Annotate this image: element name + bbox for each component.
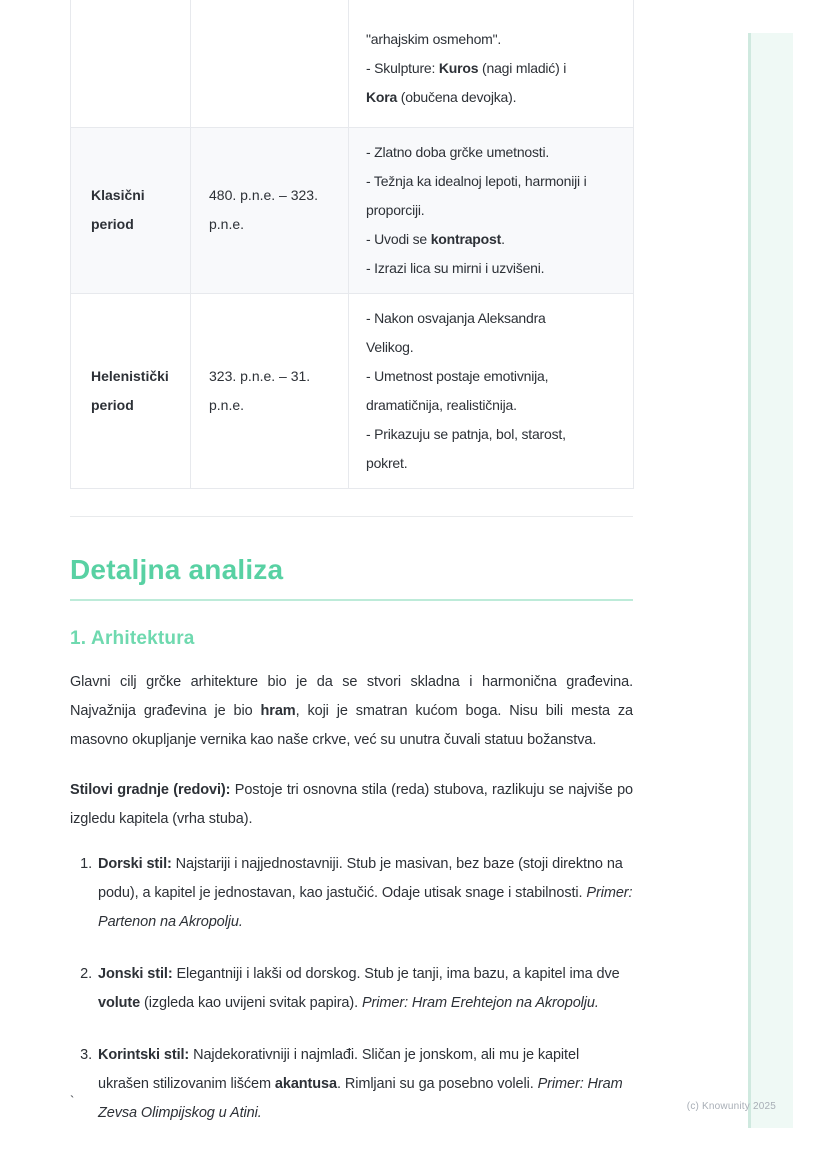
- dates-cell: 323. p.n.e. – 31. p.n.e.: [191, 293, 349, 488]
- table-row-hellenistic: [71, 293, 634, 488]
- list-item-doric: 1. Dorski stil: Najstariji i najjednostavniji. Stub je masivan, bez baze (stoji direktno na podu), a kapitel je jednostavan, kao jastučić. Odaje utisak snage i stabilnosti. Primer: Partenon na Akropolju.: [96, 850, 633, 937]
- copyright-notice: (c) Knowunity 2025: [686, 1101, 776, 1112]
- section-title: Detaljna analiza: [70, 554, 633, 601]
- table-row-archaic-cut: [71, 0, 634, 127]
- dates-cell: [191, 0, 349, 127]
- subsection-title: 1. Arhitektura: [70, 627, 195, 649]
- section-divider: [70, 516, 633, 517]
- architecture-intro-paragraph: Glavni cilj grčke arhitekture bio je da se stvori skladna i harmonična građevina. Najvažnija građevina je bio hram, koji je smatran kućom boga. Nisu bili mesta za masovno okupljanje vernika kao naše crkve, već su unutra čuvali statuu božanstva.: [70, 673, 634, 748]
- dates-cell: 480. p.n.e. – 323. p.n.e.: [191, 127, 349, 293]
- table-row-classical: [71, 127, 634, 293]
- description-cell: - Zlatno doba grčke umetnosti. - Težnja ka idealnoj lepoti, harmoniji i proporciji. - Uvodi se kontrapost. - Izrazi lica su mirni i uzvišeni.: [349, 127, 634, 293]
- description-cell: "arhajskim osmehom". - Skulpture: Kuros (nagi mladić) i Kora (obučena devojka).: [349, 0, 634, 127]
- stray-tick-mark: `: [70, 1093, 75, 1108]
- decorative-side-strip: [748, 33, 793, 1128]
- description-cell: - Nakon osvajanja Aleksandra Velikog. - Umetnost postaje emotivnija, dramatičnija, realističnija. - Prikazuju se patnja, bol, starost, pokret.: [349, 293, 634, 488]
- period-cell: Helenistički period: [71, 293, 191, 488]
- periods-table: [70, 0, 634, 489]
- page-content: [70, 0, 633, 1151]
- column-styles-list: [70, 850, 633, 1128]
- period-cell: Klasični period: [71, 127, 191, 293]
- building-styles-paragraph: Stilovi gradnje (redovi): Postoje tri osnovna stila (reda) stubova, razlikuju se najviše po izgledu kapitela (vrha stuba).: [70, 781, 634, 827]
- list-item-corinthian: 3. Korintski stil: Najdekorativniji i najmlađi. Sličan je jonskom, ali mu je kapitel ukrašen stilizovanim lišćem akantusa. Rimljani su ga posebno voleli. Primer: Hram Zevsa Olimpijskog u Atini.: [96, 1041, 633, 1128]
- period-cell: [71, 0, 191, 127]
- list-item-ionic: 2. Jonski stil: Elegantniji i lakši od dorskog. Stub je tanji, ima bazu, a kapitel ima dve volute (izgleda kao uvijeni svitak papira). Primer: Hram Erehtejon na Akropolju.: [96, 960, 633, 1018]
